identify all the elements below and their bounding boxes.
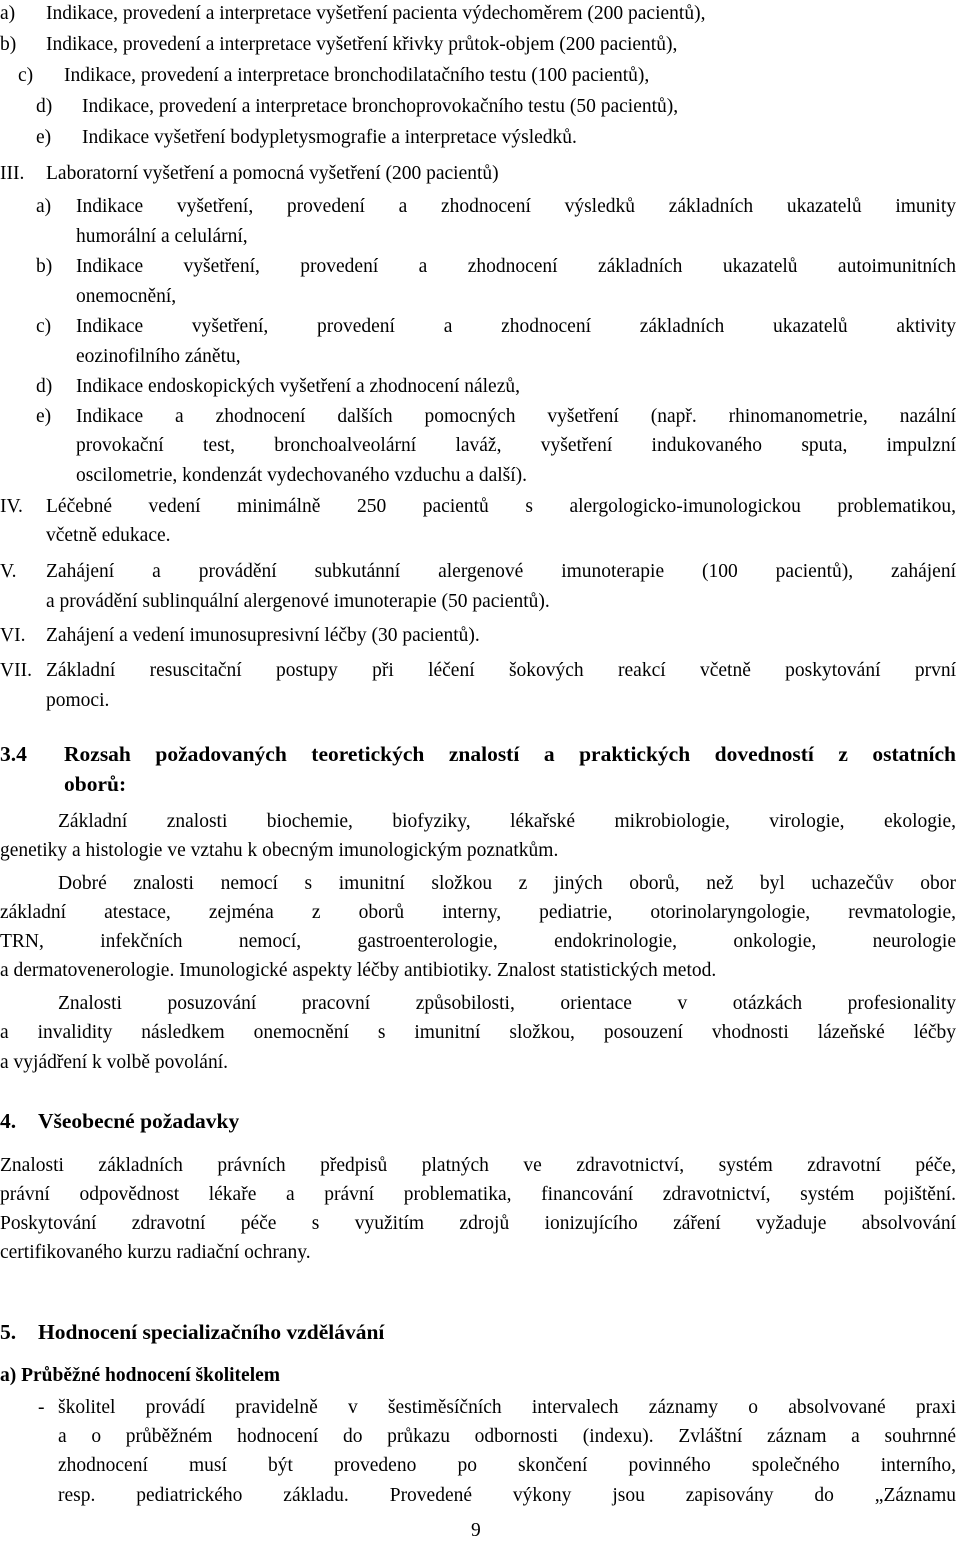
paragraph-line: genetiky a histologie ve vztahu k obecným imunologickým poznatkům.	[0, 840, 559, 861]
list-marker: b)	[0, 34, 17, 55]
section-marker: VII.	[0, 660, 32, 681]
list-text: Indikace vyšetření bodypletysmografie a interpretace výsledků.	[82, 127, 577, 148]
bullet-marker: -	[38, 1397, 45, 1418]
section-marker: IV.	[0, 496, 23, 517]
heading-number: 3.4	[0, 742, 27, 766]
page-number: 9	[471, 1520, 481, 1541]
list-marker: d)	[36, 96, 53, 117]
paragraph-line: a invalidity následkem onemocnění s imunitní složkou, posouzení vhodnosti lázeňské léčby	[0, 1022, 956, 1043]
list-text: Indikace, provedení a interpretace vyšetření křivky průtok-objem (200 pacientů),	[46, 34, 678, 55]
bullet-line: školitel provádí pravidelně v šestiměsíčních intervalech záznamy o absolvované praxi	[58, 1397, 956, 1418]
bullet-line: a o průběžném hodnocení do průkazu odbornosti (indexu). Zvláštní záznam a souhrnné	[58, 1426, 956, 1447]
paragraph-line: a dermatovenerologie. Imunologické aspekty léčby antibiotiky. Znalost statistických metod.	[0, 960, 717, 981]
bullet-line: resp. pediatrického základu. Provedené výkony jsou zapisovány do „Záznamu	[58, 1485, 956, 1506]
bullet-line: zhodnocení musí být provedeno po skončení povinného společného interního,	[58, 1455, 956, 1476]
heading-number: 4.	[0, 1109, 17, 1133]
section-text: pomoci.	[46, 690, 110, 711]
subheading: a) Průběžné hodnocení školitelem	[0, 1365, 281, 1386]
heading-title: oborů:	[64, 772, 127, 796]
paragraph-line: Dobré znalosti nemocí s imunitní složkou z jiných oborů, než byl uchazečův obor	[58, 873, 956, 894]
list-text: Indikace, provedení a interpretace vyšetření pacienta výdechoměrem (200 pacientů),	[46, 3, 706, 24]
section-marker: III.	[0, 163, 25, 184]
list-marker: d)	[36, 376, 53, 397]
heading-number: 5.	[0, 1320, 17, 1344]
section-heading: Laboratorní vyšetření a pomocná vyšetření (200 pacientů)	[46, 163, 499, 184]
section-text: Zahájení a provádění subkutánní alergenové imunoterapie (100 pacientů), zahájení	[46, 561, 956, 582]
section-text: Základní resuscitační postupy při léčení šokových reakcí včetně poskytování první	[46, 660, 956, 681]
paragraph-line: právní odpovědnost lékaře a právní problematika, financování zdravotnictví, systém pojištění.	[0, 1184, 956, 1205]
section-text: Zahájení a vedení imunosupresivní léčby (30 pacientů).	[46, 625, 480, 646]
list-marker: e)	[36, 127, 52, 148]
list-marker: a)	[36, 196, 52, 217]
list-marker: a)	[0, 3, 16, 24]
paragraph-line: Znalosti základních právních předpisů platných ve zdravotnictví, systém zdravotní péče,	[0, 1155, 956, 1176]
paragraph-line: Znalosti posuzování pracovní způsobilosti, orientace v otázkách profesionality	[58, 993, 956, 1014]
list-text: Indikace vyšetření, provedení a zhodnocení základních ukazatelů autoimunitních	[76, 256, 956, 277]
list-text: Indikace endoskopických vyšetření a zhodnocení nálezů,	[76, 376, 520, 397]
list-text: Indikace, provedení a interpretace bronchodilatačního testu (100 pacientů),	[64, 65, 650, 86]
section-marker: V.	[0, 561, 17, 582]
section-text: Léčebné vedení minimálně 250 pacientů s alergologicko-imunologickou problematikou,	[46, 496, 956, 517]
section-text: včetně edukace.	[46, 525, 171, 546]
list-text: humorální a celulární,	[76, 226, 248, 247]
paragraph-line: Základní znalosti biochemie, biofyziky, lékařské mikrobiologie, virologie, ekologie,	[58, 811, 956, 832]
paragraph-line: TRN, infekčních nemocí, gastroenterologie, endokrinologie, onkologie, neurologie	[0, 931, 956, 952]
list-text: Indikace vyšetření, provedení a zhodnocení výsledků základních ukazatelů imunity	[76, 196, 956, 217]
list-text: Indikace a zhodnocení dalších pomocných vyšetření (např. rhinomanometrie, nazální	[76, 406, 956, 427]
list-text: provokační test, bronchoalveolární laváž, vyšetření indukovaného sputa, impulzní	[76, 435, 956, 456]
paragraph-line: základní atestace, zejména z oborů interny, pediatrie, otorinolaryngologie, revmatologie,	[0, 902, 956, 923]
list-text: oscilometrie, kondenzát vydechovaného vzduchu a další).	[76, 465, 528, 486]
list-text: Indikace vyšetření, provedení a zhodnocení základních ukazatelů aktivity	[76, 316, 956, 337]
list-text: onemocnění,	[76, 286, 177, 307]
section-text: a provádění sublinquální alergenové imunoterapie (50 pacientů).	[46, 591, 550, 612]
paragraph-line: a vyjádření k volbě povolání.	[0, 1052, 228, 1073]
heading-title: Všeobecné požadavky	[38, 1109, 240, 1133]
list-marker: e)	[36, 406, 52, 427]
list-marker: c)	[36, 316, 52, 337]
section-marker: VI.	[0, 625, 26, 646]
heading-title: Hodnocení specializačního vzdělávání	[38, 1320, 385, 1344]
paragraph-line: Poskytování zdravotní péče s využitím zdrojů ionizujícího záření vyžaduje absolvování	[0, 1213, 956, 1234]
list-marker: c)	[18, 65, 34, 86]
list-text: eozinofilního zánětu,	[76, 346, 241, 367]
paragraph-line: certifikovaného kurzu radiační ochrany.	[0, 1242, 311, 1263]
heading-title: Rozsah požadovaných teoretických znalostí a praktických dovedností z ostatních	[64, 742, 956, 766]
list-marker: b)	[36, 256, 53, 277]
list-text: Indikace, provedení a interpretace bronchoprovokačního testu (50 pacientů),	[82, 96, 679, 117]
